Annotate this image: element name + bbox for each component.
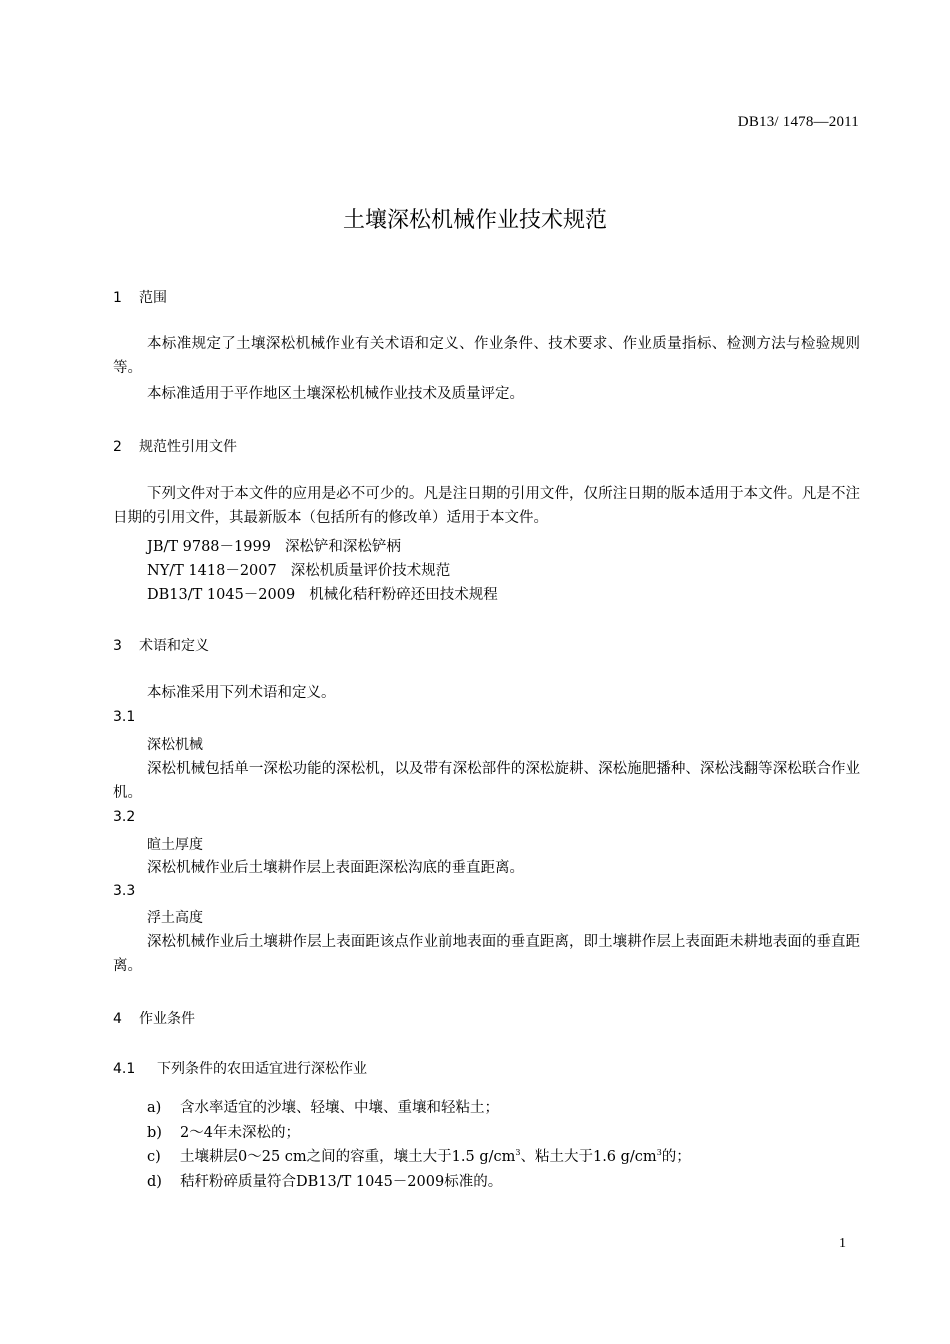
page-number: 1: [839, 1236, 846, 1251]
list-text: 土壤耕层0～25 cm之间的容重，壤土大于1.5 g/cm: [180, 1149, 516, 1165]
reference-title: 深松机质量评价技术规范: [290, 563, 451, 579]
document-title: 土壤深松机械作业技术规范: [342, 208, 607, 233]
term-definition: 深松机械作业后土壤耕作层上表面距深松沟底的垂直距离。: [147, 860, 524, 876]
section-title: 规范性引用文件: [139, 439, 237, 455]
subsection-title: 下列条件的农田适宜进行深松作业: [157, 1061, 367, 1077]
superscript: 3: [656, 1148, 662, 1158]
list-text: 秸秆粉碎质量符合DB13/T 1045－2009标准的。: [180, 1174, 503, 1190]
superscript: 3: [515, 1148, 521, 1158]
list-label: c): [147, 1149, 161, 1165]
reference-title: 机械化秸秆粉碎还田技术规程: [309, 587, 498, 603]
section-number: 2: [113, 439, 122, 455]
section-number: 1: [113, 290, 122, 306]
section-title: 范围: [139, 290, 167, 306]
subsection-number: 4.1: [113, 1061, 136, 1077]
list-item: [147, 1145, 691, 1166]
section-title: 术语和定义: [139, 638, 209, 654]
reference-title: 深松铲和深松铲柄: [284, 539, 401, 555]
reference-item: [147, 535, 401, 556]
list-text: 2～4年未深松的；: [180, 1125, 300, 1141]
clause-number: 3.2: [113, 809, 136, 825]
list-item: [147, 1121, 300, 1142]
clause-number: 3.1: [113, 709, 136, 725]
document-code: DB13/ 1478—2011: [737, 114, 859, 130]
list-item: [147, 1170, 502, 1191]
paragraph: 本标准采用下列术语和定义。: [147, 685, 336, 701]
reference-code: NY/T 1418－2007: [147, 563, 277, 579]
term-definition: 深松机械作业后土壤耕作层上表面距该点作业前地表面的垂直距离，即土壤耕作层上表面距未耕地表面的垂直距离。: [113, 934, 860, 974]
term-name: 暄土厚度: [147, 837, 203, 853]
list-item: [147, 1096, 499, 1117]
reference-code: JB/T 9788－1999: [147, 539, 271, 555]
term-name: 浮土高度: [147, 910, 203, 926]
section-number: 4: [113, 1011, 122, 1027]
paragraph: 本标准适用于平作地区土壤深松机械作业技术及质量评定。: [147, 386, 524, 402]
term-definition: 深松机械包括单一深松功能的深松机，以及带有深松部件的深松旋耕、深松施肥播种、深松浅翻等深松联合作业机。: [113, 761, 860, 801]
paragraph: 下列文件对于本文件的应用是必不可少的。凡是注日期的引用文件，仅所注日期的版本适用于本文件。凡是不注日期的引用文件，其最新版本（包括所有的修改单）适用于本文件。: [113, 486, 860, 526]
section-heading-operating-conditions: [113, 1008, 195, 1028]
section-heading-normative-references: [113, 436, 237, 456]
section-number: 3: [113, 638, 122, 654]
list-label: b): [147, 1125, 162, 1141]
reference-code: DB13/T 1045－2009: [147, 587, 296, 603]
section-title: 作业条件: [139, 1011, 195, 1027]
reference-item: [147, 559, 450, 580]
section-heading-terms: [113, 635, 209, 655]
clause-number: 3.3: [113, 883, 136, 899]
list-text: 的；: [661, 1149, 691, 1165]
list-text: 、粘土大于1.6 g/cm: [520, 1149, 657, 1165]
subsection-heading: [113, 1058, 367, 1078]
section-heading-scope: [113, 287, 167, 307]
paragraph: 本标准规定了土壤深松机械作业有关术语和定义、作业条件、技术要求、作业质量指标、检测方法与检验规则等。: [113, 336, 860, 376]
list-label: a): [147, 1100, 162, 1116]
term-name: 深松机械: [147, 737, 203, 753]
list-label: d): [147, 1174, 162, 1190]
list-text: 含水率适宜的沙壤、轻壤、中壤、重壤和轻粘土；: [180, 1100, 499, 1116]
reference-item: [147, 583, 498, 604]
